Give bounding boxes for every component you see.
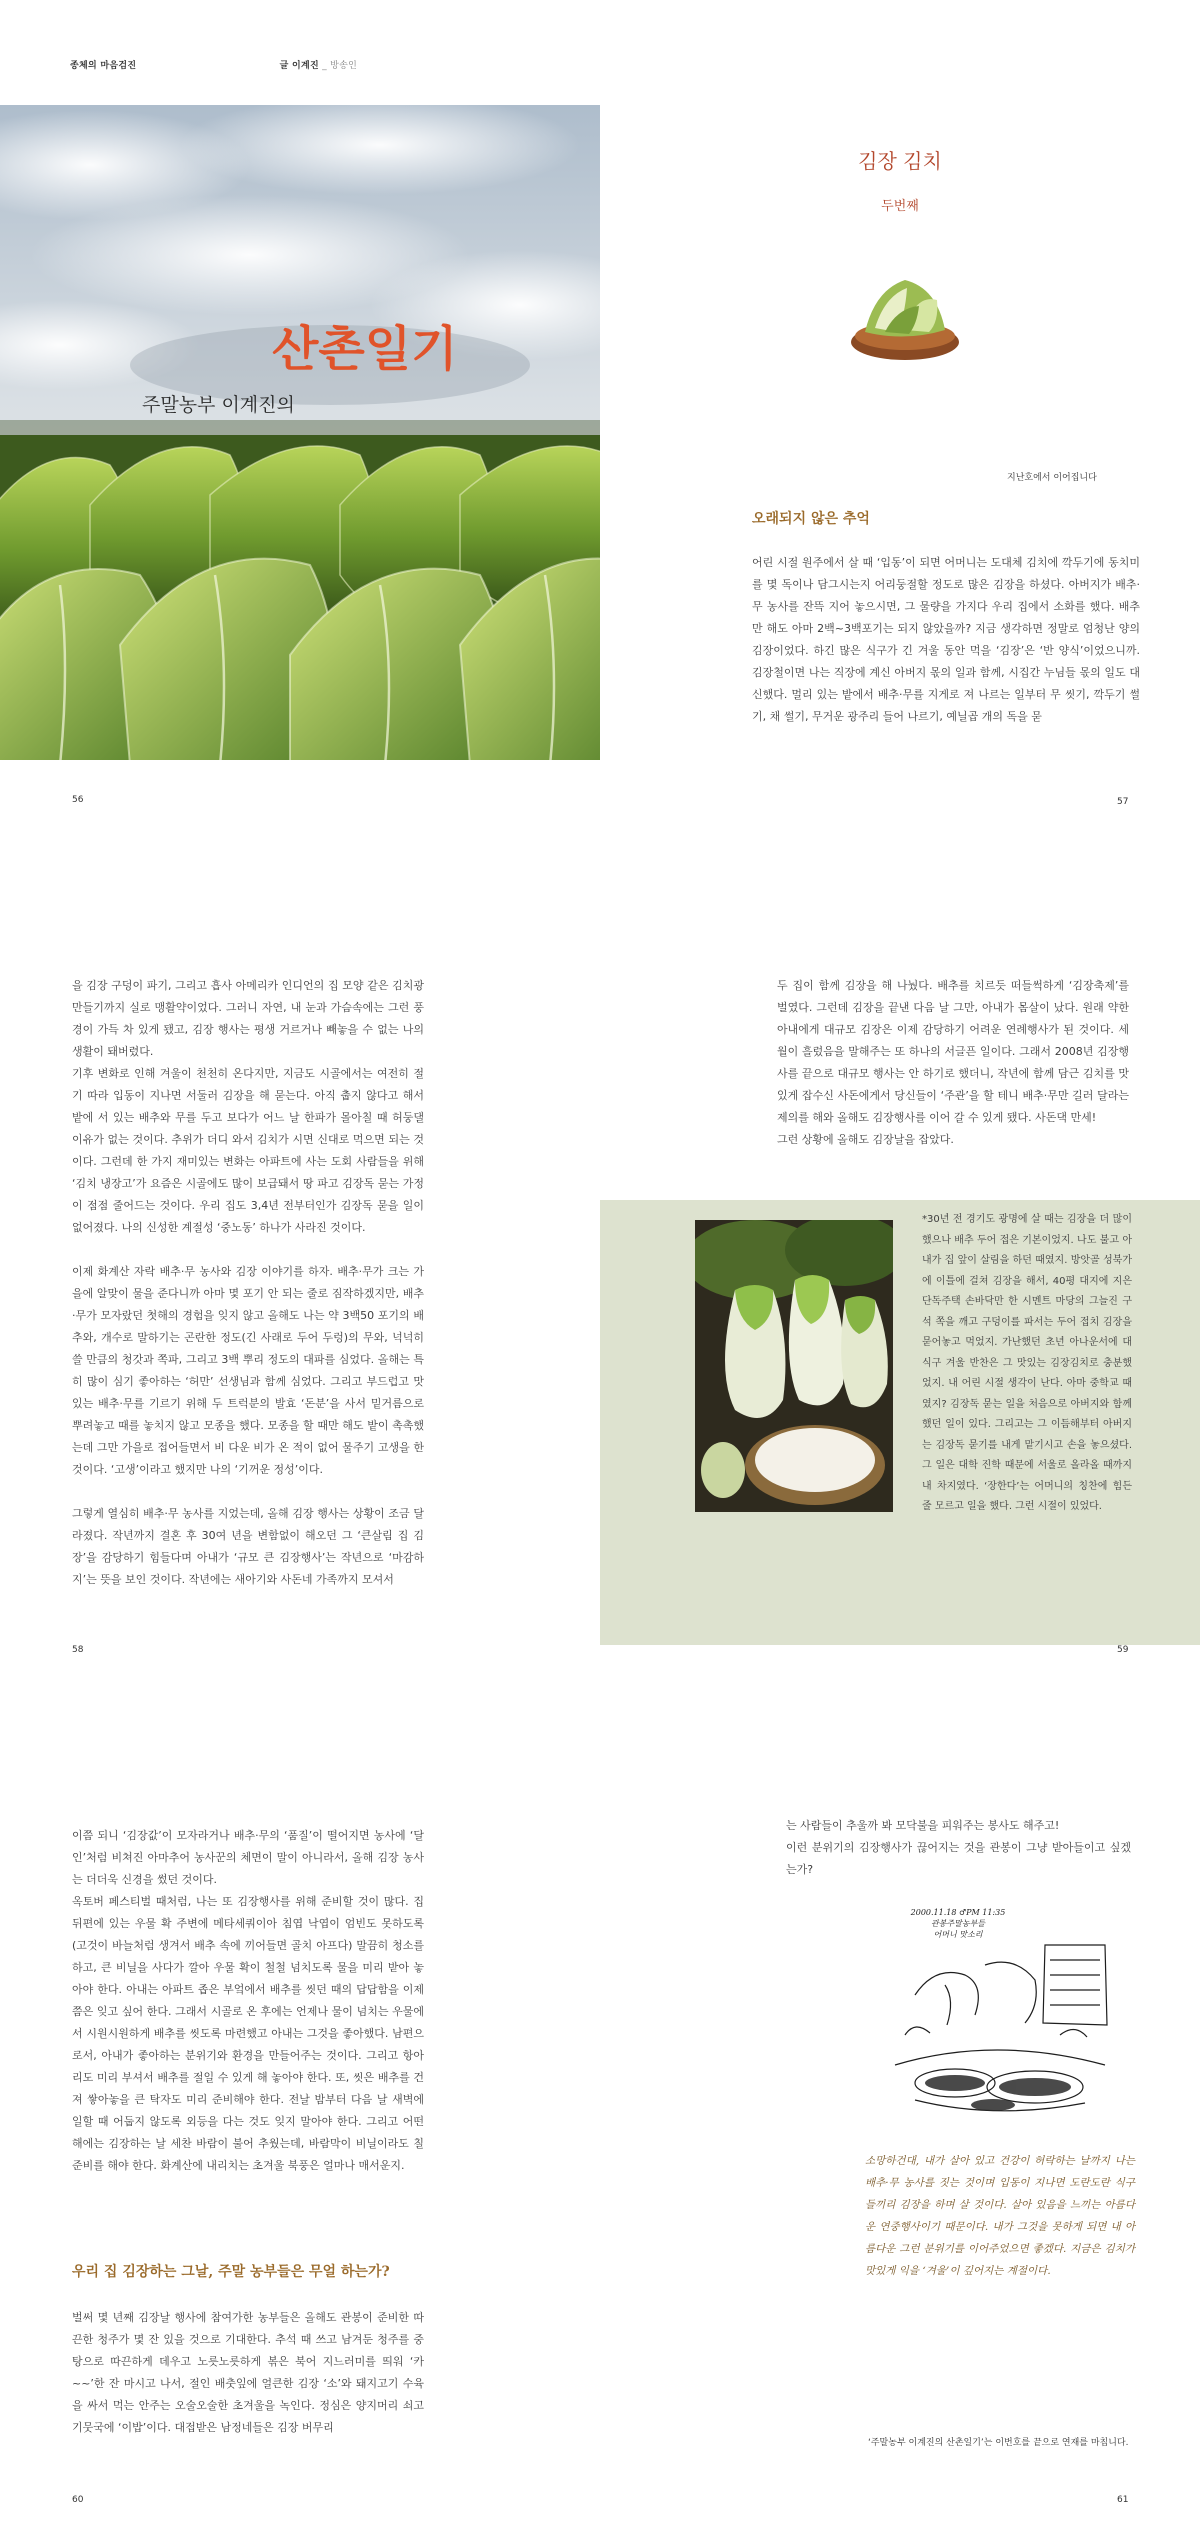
spread-pages-60-61 bbox=[0, 1680, 1200, 2541]
left-column bbox=[72, 975, 424, 1591]
closing-caption: 소망하건대, 내가 살아 있고 건강이 허락하는 날까지 나는 배추·무 농사를 짓는 것이며 입동이 지나면 도란도란 식구들끼리 김장을 하며 살 것이다. 살아 있음을 느끼는 아름다운 연중행사이기 때문이다. 내가 그것을 못하게 되면 내 아름다운 그런 분위기를 이어주었으면 좋겠다. 지금은 김치가 맛있게 익을 ‘겨울’이 깊어지는 계절이다. bbox=[865, 2155, 1135, 2277]
page-number: 61 bbox=[1117, 2495, 1129, 2505]
spread-pages-58-59 bbox=[0, 830, 1200, 1680]
paragraph: 두 집이 함께 김장을 해 나눴다. 배추를 치르듯 떠들썩하게 ‘김장축제’를 벌였다. 그런데 김장을 끝낸 다음 날 그만, 아내가 몸살이 났다. 원래 약한 아내에게 대규모 김장은 이제 감당하기 어려운 연례행사가 된 것이다. 세월이 흘렀음을 말해주는 또 하나의 서글픈 일이다. 그래서 2008년 김장행사를 끝으로 대규모 행사는 안 하기로 했더니, 작년에 함께 담근 김치를 맛있게 잡수신 사돈에게서 당신들이 ‘주관’을 할 테니 배추·무만 길러 달라는 제의를 해와 올해도 김장행사를 이어 갈 수 있게 됐다. 사돈댁 만세! bbox=[777, 979, 1129, 1124]
body-column bbox=[752, 552, 1140, 728]
sidebar-text: *30년 전 경기도 광명에 살 때는 김장을 더 많이 했으나 배추 두어 접은 기본이었지. 나도 불고 아내가 집 앞이 살림을 하던 때였지. 방앗골 성북가에 이틀에 걸쳐 김장을 해서, 40평 대지에 지은 단독주택 손바닥만 한 시멘트 마당의 그늘진 구석 쪽을 깨고 구덩이를 파서는 두어 접치 김장을 묻어놓고 먹었지. 가난했던 초년 아나운서에 대식구 겨울 반찬은 그 맛있는 김장김치로 충분했었지. 내 어린 시절 생각이 난다. 아마 중학교 때였지? 김장독 묻는 일을 처음으로 아버지와 함께 했던 일이 있다. 그리고는 그 이듬해부터 아버지는 김장독 묻기를 내게 맡기시고 손을 놓으셨다. 그 일은 대학 진학 때문에 서울로 올라올 때까지 내 차지였다. ‘장한다’는 어머니의 칭찬에 힘든 줄 모르고 일을 했다. 그런 시절이 있었다. bbox=[922, 1214, 1132, 1512]
section-heading: 우리 집 김장하는 그날, 주말 농부들은 무얼 하는가? bbox=[72, 2264, 390, 2280]
section-heading: 오래되지 않은 추억 bbox=[752, 511, 870, 527]
kimchi-bowl-illustration bbox=[845, 260, 965, 370]
paragraph: 기후 변화로 인해 겨울이 천천히 온다지만, 지금도 시골에서는 여전히 절기 따라 입동이 지나면 서둘러 김장을 해 묻는다. 아직 춥지 않다고 해서 밭에 서 있는 배추와 무를 두고 보다가 어느 날 한파가 몰아칠 때 허둥댈 이유가 없는 것이다. 추위가 더디 와서 김치가 시면 신대로 먹으면 되는 것이다. 그런데 한 가지 재미있는 변화는 아파트에 사는 도회 사람들을 위해 ‘김치 냉장고’가 요즘은 시골에도 많이 보급돼서 땅 파고 김장독 묻는 가정이 점점 줄어드는 것이다. 우리 집도 3,4년 전부터인가 김장독 묻을 일이 없어졌다. 나의 신성한 계절성 ‘중노동’ 하나가 사라진 것이다. bbox=[72, 1067, 424, 1234]
page-number: 58 bbox=[72, 1645, 84, 1655]
cabbage-field-photo bbox=[0, 105, 600, 760]
hero-subtitle: 주말농부 이계진의 bbox=[142, 394, 295, 416]
radish-photo bbox=[695, 1220, 893, 1512]
series-subtitle: 두번째 bbox=[881, 199, 919, 214]
paragraph: 그런 상황에 올해도 김장날을 잡았다. bbox=[777, 1133, 954, 1146]
paragraph: 벌써 몇 년째 김장날 행사에 참여가한 농부들은 올해도 관봉이 준비한 따끈한 청주가 몇 잔 있을 것으로 기대한다. 추석 때 쓰고 남겨둔 청주를 중탕으로 따끈하게 데우고 노릇노릇하게 볶은 북어 지느러미를 띄워 ‘카~~’한 잔 마시고 나서, 절인 배춧잎에 얼큰한 김장 ‘소’와 돼지고기 수육을 싸서 먹는 안주는 오술오술한 초겨울을 녹인다. 정심은 양지머리 쇠고기뭇국에 ‘이밥’이다. 대접받은 남정네들은 김장 버무리 bbox=[72, 2311, 424, 2434]
sketch-note: 2000.11.18 ♂PM 11:35 관봉주말농부들 어머니 맛소리 bbox=[910, 1908, 1006, 1939]
paragraph: 어린 시절 원주에서 살 때 ‘입동’이 되면 어머니는 도대체 김치에 깍두기에 동치미를 몇 독이나 담그시는지 어리둥절할 정도로 많은 김장을 하셨다. 아버지가 배추·무 농사를 잔뜩 지어 놓으시면, 그 물량을 가지다 우리 집에서 소화를 했다. 배추만 해도 아마 2백~3백포기는 되지 않았을까? 지금 생각하면 정말로 엄청난 양의 김장이었다. 하긴 많은 식구가 긴 겨울 동안 먹을 ‘김장’은 ‘반 양식’이었으니까. 김장철이면 나는 직장에 계신 아버지 몫의 일과 함께, 시집간 누님들 몫의 일도 대신했다. 멀리 있는 밭에서 배추·무를 지게로 져 나르는 일부터 무 씻기, 깍두기 썰기, 채 썰기, 무거운 광주리 들어 나르기, 예닐곱 개의 독을 묻 bbox=[752, 556, 1140, 723]
series-end-note: ‘주말농부 이계진의 산촌일기’는 이번호를 끝으로 연재를 마칩니다. bbox=[868, 2438, 1129, 2448]
svg-text:산촌일기: 산촌일기 bbox=[272, 321, 458, 377]
page-number: 60 bbox=[72, 2495, 84, 2505]
paragraph: 을 김장 구덩이 파기, 그리고 흡사 아메리카 인디언의 집 모양 같은 김치광 만들기까지 실로 맹활약이었다. 그러니 자연, 내 눈과 가슴속에는 그런 풍경이 가득 차 있게 됐고, 김장 행사는 평생 거르거나 빼놓을 수 없는 나의 생활이 돼버렸다. bbox=[72, 979, 424, 1058]
author-role: 방송인 bbox=[330, 61, 358, 71]
left-column-continued bbox=[72, 2307, 424, 2439]
paragraph: 는 사람들이 추울까 봐 모닥불을 피워주는 봉사도 해주고! bbox=[786, 1819, 1060, 1832]
hero-title-lettering bbox=[272, 321, 457, 377]
paragraph: 이제 화계산 자락 배추·무 농사와 김장 이야기를 하자. 배추·무가 크는 가을에 알맞이 물을 준다니까 아마 몇 포기 안 되는 줄로 짐작하겠지만, 배추·무가 모자랐던 첫해의 경험을 잊지 않고 올해도 나는 약 3백50 포기의 배추와, 개수로 말하기는 곤란한 정도(긴 사래로 두어 두렁)의 무와, 넉넉히 쓸 만큼의 청갓과 쪽파, 그리고 3백 뿌리 정도의 대파를 심었다. 올해는 특히 많이 심기 좋아하는 ‘허만’ 선생님과 함께 심었다. 그리고 부드럽고 맛있는 배추·무를 기르기 위해 두 트럭분의 발효 ‘돈분’을 사서 밑거름으로 뿌려놓고 때를 놓치지 않고 모종을 했다. 모종을 할 때만 해도 밭이 촉촉했는데 그만 가을로 접어들면서 비 다운 비가 온 적이 없어 물주기 고생을 한 것이다. ‘고생’이라고 했지만 나의 ‘기꺼운 정성’이다. bbox=[72, 1265, 424, 1476]
series-title: 김장 김치 bbox=[858, 149, 942, 173]
spread-pages-56-57 bbox=[0, 0, 1200, 830]
ink-sketch-illustration bbox=[875, 1905, 1120, 2125]
continued-note: 지난호에서 이어집니다 bbox=[1007, 473, 1097, 483]
author-byline: 글 이계진 bbox=[279, 61, 319, 71]
paragraph: 옥토버 페스티벌 때처럼, 나는 또 김장행사를 위해 준비할 것이 많다. 집 뒤편에 있는 우물 확 주변에 메타세쿼이아 침엽 낙엽이 엄빈도 못하도록(고것이 바늘처럼 생겨서 배추 속에 끼어들면 골치 아프다) 말끔히 청소를 하고, 큰 비닐을 사다가 깔아 우물 확이 철철 넘치도록 물을 미리 받아 놓아야 한다. 아내는 아파트 좁은 부엌에서 배추를 씻던 때의 답답함을 이제쯤은 잊고 싶어 한다. 그래서 시골로 온 후에는 언제나 물이 넘치는 우물에서 시원시원하게 배추를 씻도록 마련했고 아내는 그것을 좋아했다. 남편으로서, 아내가 좋아하는 분위기와 환경을 만들어주는 것이다. 그리고 항아리도 미리 부셔서 배추를 절일 수 있게 해 놓아야 한다. 또, 씻은 배추를 건져 쌓아놓을 큰 탁자도 미리 준비해야 한다. 전날 밤부터 다음 날 새벽에 일할 때 어둡지 않도록 외등을 다는 것도 잊지 말아야 한다. 그리고 어떤 해에는 김장하는 날 세찬 바람이 불어 추웠는데, 바람막이 비닐이라도 칠 준비를 해야 한다. 화계산에 내리치는 초겨울 북풍은 얼마나 매서운지. bbox=[72, 1895, 424, 2172]
hero-illustration bbox=[0, 105, 600, 760]
paragraph: 그렇게 열심히 배추·무 농사를 지었는데, 올해 김장 행사는 상황이 조금 달라졌다. 작년까지 결혼 후 30여 년을 변함없이 해오던 그 ‘큰살림 집 김장’을 감당하기 힘들다며 아내가 ‘규모 큰 김장행사’는 작년으로 ‘마감하지’는 뜻을 보인 것이다. 작년에는 새아기와 사돈네 가족까지 모셔서 bbox=[72, 1507, 424, 1586]
kimchi-sketch bbox=[875, 1905, 1120, 2125]
right-column bbox=[777, 975, 1129, 1151]
byline-separator: _ bbox=[322, 61, 327, 71]
magazine-section: 종체의 마음검진 bbox=[70, 61, 137, 71]
right-column bbox=[786, 1815, 1131, 1881]
paragraph: 이쯤 되니 ‘김장값’이 모자라거나 배추·무의 ‘품질’이 떨어지면 농사에 ‘달인’처럼 비쳐진 아마추어 농사꾼의 체면이 말이 아니라서, 올해 김장 농사는 더더욱 신경을 썼던 것이다. bbox=[72, 1829, 424, 1886]
paragraph: 이런 분위기의 김장행사가 끊어지는 것을 관봉이 그냥 받아들이고 싶겠는가? bbox=[786, 1841, 1131, 1876]
left-column bbox=[72, 1825, 424, 2177]
page-header bbox=[70, 58, 357, 71]
page-number: 56 bbox=[72, 795, 84, 805]
page-number: 59 bbox=[1117, 1645, 1129, 1655]
page-number: 57 bbox=[1117, 797, 1129, 807]
